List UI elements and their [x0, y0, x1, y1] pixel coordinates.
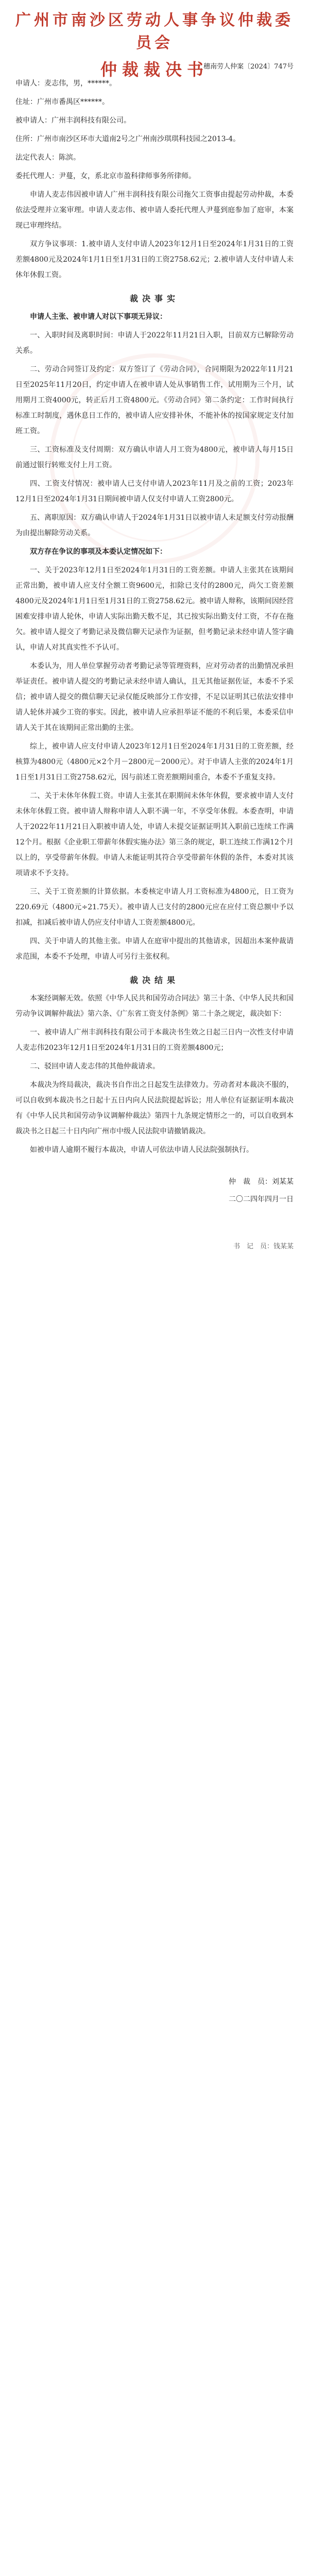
body-paragraph: 三、关于工资差额的计算依据。本委核定申请人月工资标准为4800元，日工资为220.69元（4800元÷21.75天）。被申请人已支付的2800元应在应付工资总额中予以扣减，扣减后被申请人仍应支付申请人工资差额4800元。 — [15, 888, 294, 927]
signature-block — [15, 1173, 294, 1208]
parties-block — [15, 76, 294, 184]
document-page — [15, 0, 294, 1255]
body-paragraph: 本裁决为终局裁决，裁决书自作出之日起发生法律效力。劳动者对本裁决不服的，可以自收到本裁决书之日起十五日内向人民法院提起诉讼；用人单位有证据证明本裁决有《中华人民共和国劳动争议调解仲裁法》第四十九条规定情形之一的，可以自收到本裁决书之日起三十日内向广州市中级人民法院申请撤销裁决。 — [15, 1081, 294, 1136]
party-line: 申请人：麦志伟，男，******。 — [15, 79, 116, 88]
body-paragraph: 四、工资支付情况：被申请人已支付申请人2023年11月及之前的工资；2023年12月1日至2024年1月31日期间被申请人仅支付申请人工资2800元。 — [15, 480, 294, 503]
intro-paragraph: 申请人麦志伟因被申请人广州丰润科技有限公司拖欠工资事由提起劳动仲裁，本委依法受理并立案审理。申请人麦志伟、被申请人委托代理人尹蔓到庭参加了庭审，本案现已审理终结。 — [15, 191, 294, 230]
party-line: 住址：广州市番禺区******。 — [15, 98, 109, 106]
arbitrator-signature: 仲 裁 员：刘某某 — [229, 1178, 294, 1186]
body-paragraph: 二、劳动合同签订及约定：双方签订了《劳动合同》，合同期限为2022年11月21日至2025年11月20日，约定申请人在被申请人处从事销售工作，试用期为三个月，试用期月工资4000元，转正后月工资4800元。《劳动合同》第二条约定：工作时间执行标准工时制度，遇休息日工作的，被申请人应安排补休，不能补休的按国家规定支付加班工资。 — [15, 365, 294, 435]
org-name: 广州市南沙区劳动人事争议仲裁委员会 — [15, 11, 294, 52]
body-paragraph: 三、工资标准及支付周期：双方确认申请人月工资为4800元，被申请人每月15日前通过银行转账支付上月工资。 — [15, 446, 294, 469]
body-paragraph: 二、驳回申请人麦志伟的其他仲裁请求。 — [30, 1062, 160, 1071]
subsection-heading: 申请人主张、被申请人对以下事项无异议： — [30, 313, 167, 321]
body-paragraph: 四、关于申请人的其他主张。申请人在庭审中提出的其他请求，因超出本案仲裁请求范围，本委不予处理，申请人可另行主张权利。 — [15, 937, 294, 961]
body-paragraph: 本委认为，用人单位掌握劳动者考勤记录等管理资料，应对劳动者的出勤情况承担举证责任。被申请人提交的考勤记录未经申请人确认，且无其他证据佐证，本委不予采信；被申请人提交的微信聊天记录仅能反映部分工作安排，不足以证明其已依法安排申请人轮休并减少工资的事实。因此，被申请人应承担举证不能的不利后果，本委采信申请人关于其在该期间正常出勤的主张。 — [15, 662, 294, 732]
party-line: 住所：广州市南沙区环市大道南2号之广州南沙琪琪科技园之2013-4。 — [15, 135, 241, 143]
clerk-signature: 书 记 员：钱某某 — [233, 1243, 294, 1250]
body-paragraph: 一、被申请人广州丰润科技有限公司于本裁决书生效之日起三日内一次性支付申请人麦志伟2023年12月1日至2024年1月31日的工资差额4800元； — [15, 1028, 294, 1052]
party-line: 被申请人：广州丰润科技有限公司。 — [15, 116, 131, 125]
section-title: 裁决结果 — [129, 975, 179, 985]
sections-block — [15, 292, 294, 1158]
subsection-heading: 双方存在争议的事项及本委认定情况如下： — [30, 548, 167, 556]
intro-paragraph: 双方争议事项：1.被申请人支付申请人2023年12月1日至2024年1月31日的工资差额4800元及2024年1月1日至1月31日的工资2758.62元；2.被申请人支付申请人未休年休假工资。 — [15, 240, 294, 279]
section-title: 裁决事实 — [129, 294, 179, 303]
body-paragraph: 综上，被申请人应支付申请人2023年12月1日至2024年1月31日的工资差额，经核算为4800元（4800元×2个月－2800元－2000元）。对于申请人主张的2024年1月1日至1月31日工资2758.62元，因与前述工资差额期间重合，本委不予重复支持。 — [15, 742, 294, 782]
body-paragraph: 如被申请人逾期不履行本裁决，申请人可依法申请人民法院强制执行。 — [30, 1146, 253, 1154]
body-paragraph: 五、离职原因：双方确认申请人于2024年1月31日以被申请人未足额支付劳动报酬为由提出解除劳动关系。 — [15, 514, 294, 537]
body-paragraph: 一、关于2023年12月1日至2024年1月31日的工资差额。申请人主张其在该期间正常出勤，被申请人应支付全额工资9600元，扣除已支付的2800元，尚欠工资差额4800元及2024年1月1日至1月31日的工资2758.62元。被申请人辩称，该期间因经营困难安排申请人轮休，申请人实际出勤天数不足，其已按实际出勤支付工资，不存在拖欠。被申请人提交了考勤记录及微信聊天记录作为证据，但考勤记录未经申请人签字确认，申请人对其真实性不予认可。 — [15, 566, 294, 652]
party-line: 法定代表人：陈滨。 — [15, 154, 80, 162]
case-number: 穗南劳人仲案〔2024〕747号 — [203, 63, 294, 71]
body-paragraph: 二、关于未休年休假工资。申请人主张其在职期间未休年休假，要求被申请人支付未休年休假工资。被申请人辩称申请人入职不满一年，不享受年休假。本委查明，申请人于2022年11月21日入职被申请人处，申请人未提交证据证明其入职前已连续工作满12个月。根据《企业职工带薪年休假实施办法》第三条的规定，职工连续工作满12个月以上的，享受带薪年休假。申请人未能证明其符合享受带薪年休假的条件，本委对其该项请求不予支持。 — [15, 792, 294, 877]
decision-date: 二〇二四年四月一日 — [229, 1195, 294, 1204]
body-paragraph: 本案经调解无效。依照《中华人民共和国劳动合同法》第三十条、《中华人民共和国劳动争议调解仲裁法》第六条、《广东省工资支付条例》第二十条之规定，裁决如下： — [15, 994, 294, 1018]
intro-block — [15, 187, 294, 283]
body-paragraph: 一、入职时间及离职时间：申请人于2022年11月21日入职，目前双方已解除劳动关系。 — [15, 331, 294, 355]
party-line: 委托代理人：尹蔓，女，系北京市盈科律师事务所律师。 — [15, 172, 196, 180]
doc-title: 仲裁裁决书 — [100, 60, 209, 79]
